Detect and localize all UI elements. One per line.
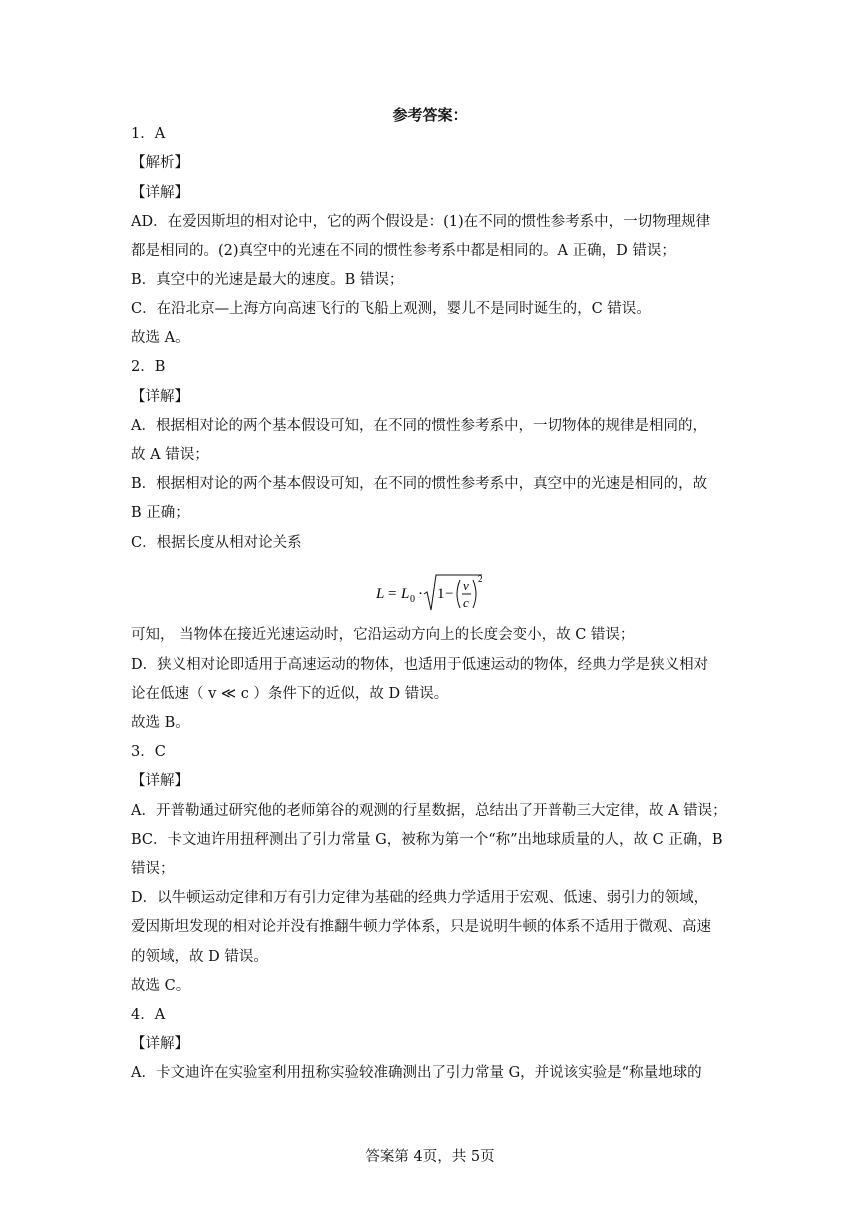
text-line: 3．C bbox=[131, 744, 166, 760]
text-line: C．根据长度从相对论关系 bbox=[131, 535, 302, 551]
text-line: 2．B bbox=[131, 359, 166, 375]
text-line: 故选 A。 bbox=[131, 330, 190, 346]
formula-lhs: L bbox=[376, 586, 385, 602]
formula-equals: = bbox=[388, 586, 397, 602]
formula-exponent: 2 bbox=[478, 574, 483, 584]
formula-l0: L bbox=[401, 586, 410, 602]
page-footer: 答案第 4页，共 5页 bbox=[365, 1149, 495, 1165]
text-line: B．真空中的光速是最大的速度。B 错误； bbox=[131, 272, 404, 288]
formula-one: 1 bbox=[437, 586, 445, 602]
text-line: 可知， 当物体在接近光速运动时，它沿运动方向上的长度会变小，故 C 错误； bbox=[131, 627, 635, 643]
text-line: AD．在爱因斯坦的相对论中，它的两个假设是：(1)在不同的惯性参考系中，一切物理规律 bbox=[131, 214, 711, 230]
formula-numerator: v bbox=[463, 578, 469, 593]
text-line: 【详解】 bbox=[131, 1036, 189, 1052]
text-line: 【解析】 bbox=[131, 155, 189, 171]
text-line: 爱因斯坦发现的相对论并没有推翻牛顿力学体系，只是说明牛顿的体系不适用于微观、高速 bbox=[131, 919, 711, 935]
text-line: 1．A bbox=[131, 126, 166, 142]
text-line: 【详解】 bbox=[131, 773, 189, 789]
text-line: 错误； bbox=[131, 861, 175, 877]
length-contraction-formula bbox=[374, 572, 494, 616]
text-line: 的领域，故 D 错误。 bbox=[131, 949, 268, 965]
page-title: 参考答案： bbox=[392, 106, 468, 124]
text-line: 【详解】 bbox=[131, 185, 189, 201]
formula-denominator: c bbox=[463, 595, 469, 610]
text-line: A．根据相对论的两个基本假设可知，在不同的惯性参考系中，一切物体的规律是相同的， bbox=[131, 418, 707, 434]
text-line: 【详解】 bbox=[131, 389, 189, 405]
text-line: C．在沿北京—上海方向高速飞行的飞船上观测，婴儿不是同时诞生的，C 错误。 bbox=[131, 301, 651, 317]
text-line: A．开普勒通过研究他的老师第谷的观测的行星数据，总结出了开普勒三大定律，故 A 错误； bbox=[131, 803, 727, 819]
text-line: 故 A 错误； bbox=[131, 447, 209, 463]
formula-l0-subscript: 0 bbox=[410, 594, 415, 605]
formula-minus: − bbox=[445, 586, 454, 602]
left-paren bbox=[457, 580, 460, 608]
text-line: D．狭义相对论即适用于高速运动的物体，也适用于低速运动的物体，经典力学是狭义相对 bbox=[131, 657, 709, 673]
text-line: 论在低速（ v ≪ c ）条件下的近似，故 D 错误。 bbox=[131, 686, 449, 702]
text-line: A．卡文迪许在实验室利用扭称实验较准确测出了引力常量 G，并说该实验是“称量地球的 bbox=[131, 1065, 702, 1081]
text-line: 都是相同的。(2)真空中的光速在不同的惯性参考系中都是相同的。A 正确，D 错误； bbox=[131, 243, 676, 259]
text-line: 故选 B。 bbox=[131, 715, 190, 731]
text-line: D．以牛顿运动定律和万有引力定律为基础的经典力学适用于宏观、低速、弱引力的领域， bbox=[131, 890, 709, 906]
formula-dot: · bbox=[418, 586, 423, 602]
right-paren bbox=[473, 580, 476, 608]
text-line: B 正确； bbox=[131, 505, 190, 521]
text-line: BC．卡文迪许用扭秤测出了引力常量 G，被称为第一个“称”出地球质量的人，故 C 正确，B bbox=[131, 832, 723, 848]
text-line: B．根据相对论的两个基本假设可知，在不同的惯性参考系中，真空中的光速是相同的，故 bbox=[131, 476, 708, 492]
text-line: 4．A bbox=[131, 1007, 166, 1023]
text-line: 故选 C。 bbox=[131, 978, 191, 994]
